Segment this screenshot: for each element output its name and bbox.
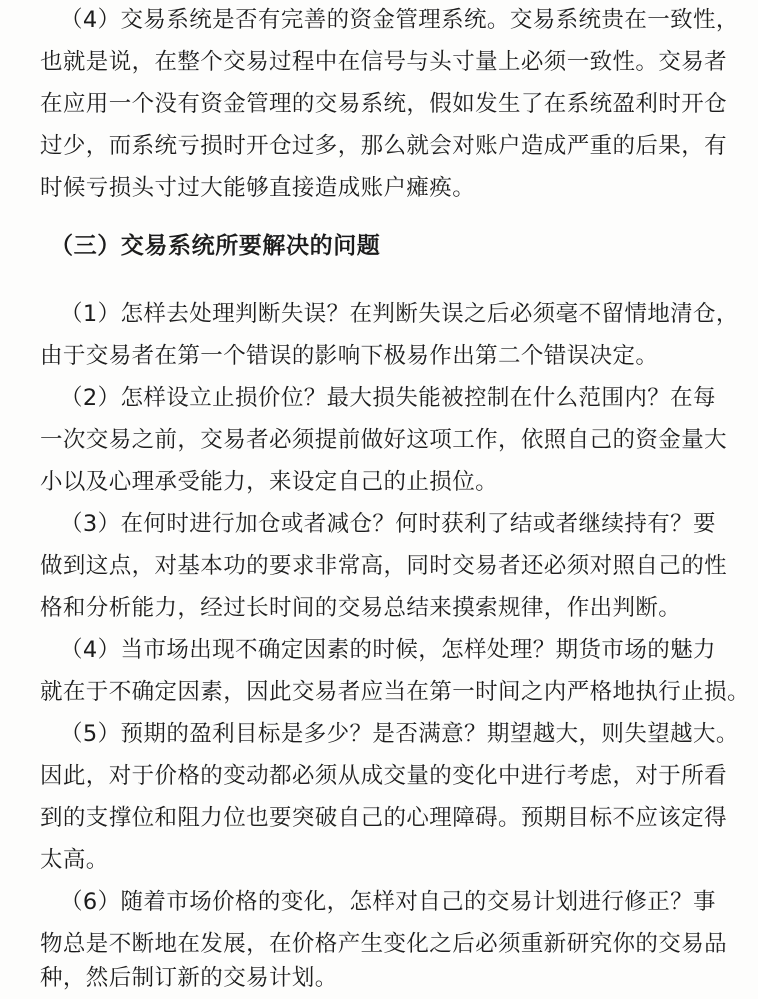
- section-heading: （三）交易系统所要解决的问题: [50, 233, 381, 259]
- text-line: 因此，对于价格的变动都必须从成交量的变化中进行考虑，对于所看: [40, 763, 728, 789]
- text-line: （1）怎样去处理判断失误？在判断失误之后必须毫不留情地清仓，: [60, 301, 739, 327]
- text-line: 过少，而系统亏损时开仓过多，那么就会对账户造成严重的后果，有: [40, 133, 728, 159]
- text-line: 物总是不断地在发展，在价格产生变化之后必须重新研究你的交易品: [40, 931, 728, 957]
- text-line: （2）怎样设立止损价位？最大损失能被控制在什么范围内？在每: [60, 385, 716, 411]
- text-line: （4）交易系统是否有完善的资金管理系统。交易系统贵在一致性，: [60, 7, 739, 33]
- text-line: 种，然后制订新的交易计划。: [40, 965, 338, 991]
- text-line: （5）预期的盈利目标是多少？是否满意？期望越大，则失望越大。: [60, 721, 739, 747]
- text-line: 格和分析能力，经过长时间的交易总结来摸索规律，作出判断。: [40, 595, 682, 621]
- text-line: （4）当市场出现不确定因素的时候，怎样处理？期货市场的魅力: [60, 637, 716, 663]
- text-line: 在应用一个没有资金管理的交易系统，假如发生了在系统盈利时开仓: [40, 91, 728, 117]
- text-line: 到的支撑位和阻力位也要突破自己的心理障碍。预期目标不应该定得: [40, 805, 728, 831]
- text-line: （3）在何时进行加仓或者减仓？何时获利了结或者继续持有？要: [60, 511, 716, 537]
- text-line: 时候亏损头寸过大能够直接造成账户瘫痪。: [40, 175, 476, 201]
- text-line: 一次交易之前，交易者必须提前做好这项工作，依照自己的资金量大: [40, 427, 728, 453]
- text-line: （6）随着市场价格的变化，怎样对自己的交易计划进行修正？事: [60, 889, 716, 915]
- text-line: 就在于不确定因素，因此交易者应当在第一时间之内严格地执行止损。: [40, 679, 750, 705]
- text-line: 做到这点，对基本功的要求非常高，同时交易者还必须对照自己的性: [40, 553, 728, 579]
- text-line: 由于交易者在第一个错误的影响下极易作出第二个错误决定。: [40, 343, 659, 369]
- text-line: 太高。: [40, 847, 109, 873]
- text-line: 也就是说，在整个交易过程中在信号与头寸量上必须一致性。交易者: [40, 49, 728, 75]
- text-line: 小以及心理承受能力，来设定自己的止损位。: [40, 469, 499, 495]
